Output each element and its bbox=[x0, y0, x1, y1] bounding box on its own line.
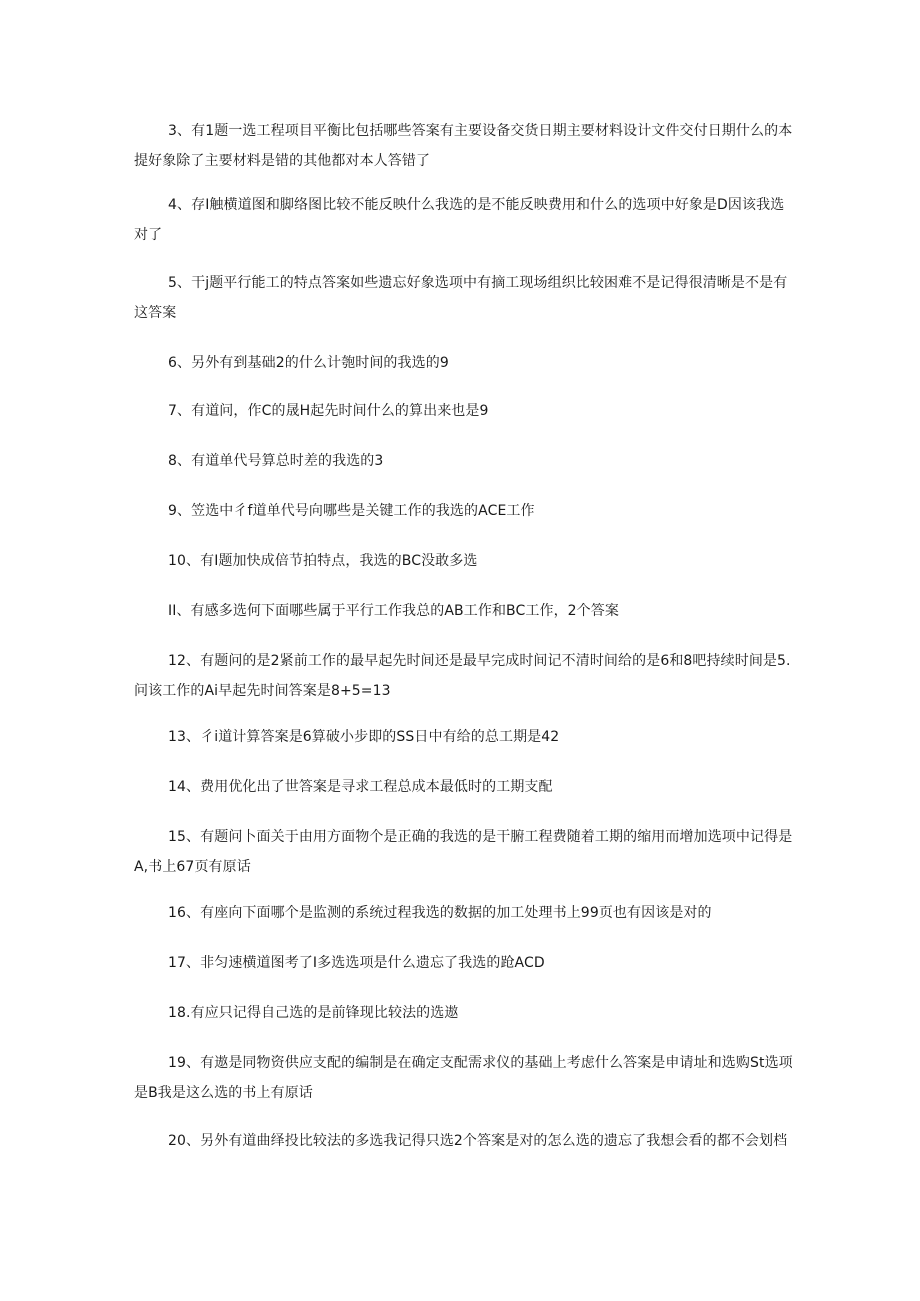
paragraph-item-9: 9、笠选中彳f道单代号向哪些是关键工作的我选的ACE工作 bbox=[168, 503, 535, 519]
paragraph-item-19: 19、有遨是同物资供应支配的编制是在确定支配需求仪的基础上考虑什么答案是申请址和选购St选项是B我是这么选的书上有原话 bbox=[134, 1055, 793, 1101]
paragraph-item-4: 4、存I触横道图和脚络图比较不能反映什么我选的是不能反映费用和什么的选项中好象是D因该我选对了 bbox=[134, 197, 785, 243]
paragraph-item-20: 20、另外有道曲绎投比较法的多选我记得只选2个答案是对的怎么选的遗忘了我想会看的都不会划档 bbox=[168, 1133, 788, 1149]
paragraph-item-7: 7、有道问，作C的晟H起先时间什么的算出来也是9 bbox=[168, 403, 489, 419]
paragraph-item-10: 10、有I题加快成倍节拍特点，我选的BC没敢多选 bbox=[168, 553, 478, 569]
paragraph-item-12: 12、有题问的是2紧前工作的最早起先时间还是最早完成时间记不清时间给的是6和8吧持续时间是5. 问该工作的Ai早起先时间答案是8+5=13 bbox=[134, 653, 791, 699]
paragraph-item-5: 5、干j题平行能工的特点答案如些遗忘好象选项中有摘工现场组织比较困难不是记得很清晰是不是有这答案 bbox=[134, 275, 788, 321]
paragraph-item-8: 8、有道单代号算总时差的我选的3 bbox=[168, 453, 384, 469]
paragraph-item-6: 6、另外有到基础2的什么计匏时间的我选的9 bbox=[168, 355, 449, 371]
paragraph-item-18: 18.有应只记得自己选的是前锋现比较法的选遨 bbox=[168, 1005, 459, 1021]
paragraph-item-14: 14、费用优化出了世答案是寻求工程总成本最低时的工期支配 bbox=[168, 779, 553, 795]
paragraph-item-15: 15、有题问卜面关于由用方面物个是正确的我选的是干腑工程费随着工期的缩用而增加选项中记得是A,书上67页有原话 bbox=[134, 829, 793, 875]
paragraph-item-17: 17、非匀速横道图考了I多选选项是什么遗忘了我选的跄ACD bbox=[168, 955, 545, 971]
paragraph-item-11: II、有感多选何下面哪些属于平行工作我总的AB工作和BC工作，2个答案 bbox=[168, 603, 619, 619]
paragraph-item-16: 16、有座向下面哪个是监测的系统过程我选的数据的加工处理书上99页也有因该是对的 bbox=[168, 905, 712, 921]
paragraph-item-13: 13、彳i道计算答案是6算破小步即的SS日中有给的总工期是42 bbox=[168, 729, 560, 745]
paragraph-item-3: 3、有1题一选工程项目平衡比包括哪些答案有主要设备交货日期主要材料设计文件交付日期什么的本提好象除了主要材料是错的其他都对本人答错了 bbox=[134, 123, 793, 169]
